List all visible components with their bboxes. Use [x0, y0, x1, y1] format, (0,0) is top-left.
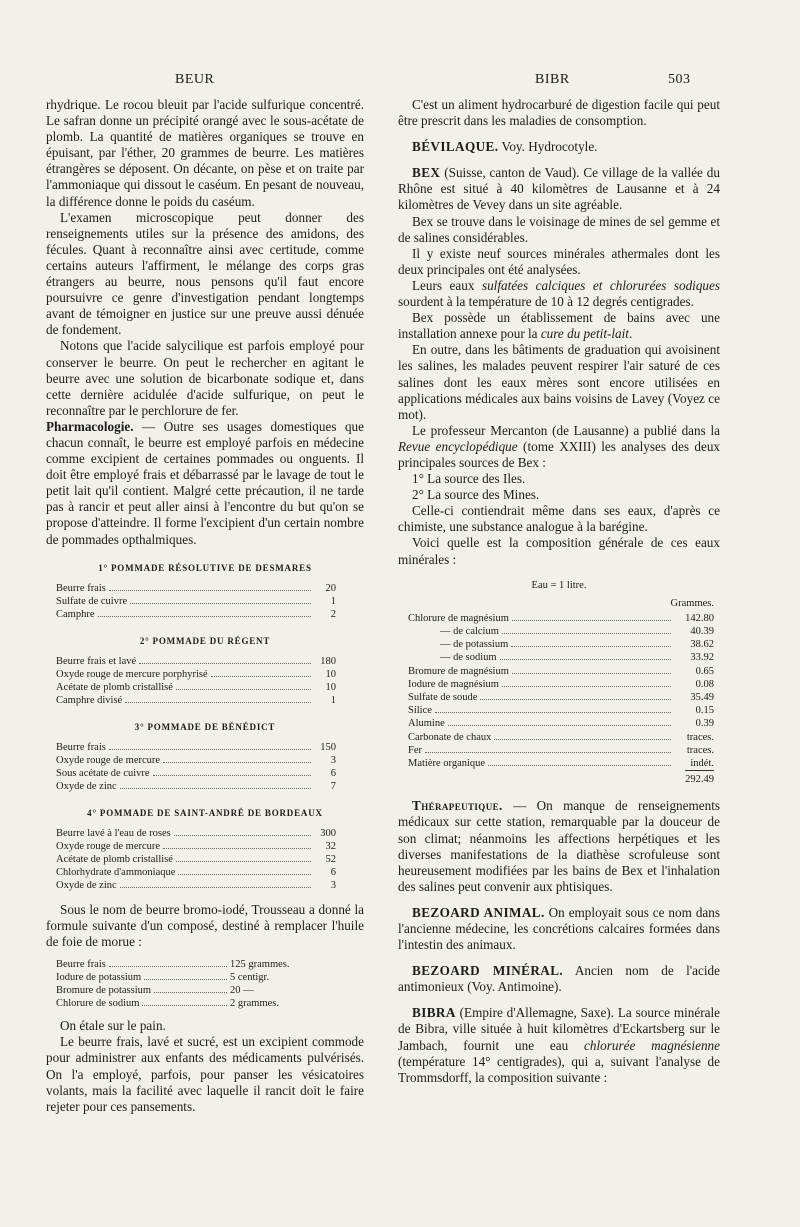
recipe-row: [56, 754, 336, 767]
paragraph: rhydrique. Le rocou bleuit par l'acide sulfurique concentré. Le safran donne un précipité orangé avec le sous-acétate de plomb. La quantité de matières organiques se trouve en épuisant, par l'éther, 20 grammes de beurre. Les matières étrangères se déposent. On décante, on pèse et on traite par l'ammoniaque qui dissout le caséum. En pesant de nouveau, la différence donne le poids du caséum.: [46, 97, 364, 209]
ingredient: Beurre frais: [56, 959, 106, 971]
paragraph: On étale sur le pain.: [60, 1018, 166, 1034]
quantity: 20 —: [230, 985, 254, 997]
recipe-title: 3° POMMADE DE BÉNÉDICT: [134, 721, 276, 732]
italic-run: sulfatées calciques et chlorurées sodiques: [481, 277, 720, 293]
unit-header: Grammes.: [670, 597, 714, 609]
quantity: 20: [325, 582, 336, 594]
quantity: 1: [330, 595, 336, 607]
paragraph: [398, 310, 720, 342]
ingredient: Beurre frais: [56, 582, 106, 594]
table-row: [408, 678, 714, 691]
text-run: Leurs eaux: [412, 277, 482, 293]
text-run: Bex possède un établissement de bains avec une installation annexe pour la: [398, 310, 720, 342]
ingredient: Camphre divisé: [56, 694, 123, 706]
section-label: Thérapeutique.: [412, 798, 503, 814]
recipe-list: [46, 582, 364, 621]
ingredient: Acétate de plomb cristallisé: [56, 854, 173, 865]
page-number: 503: [668, 72, 691, 87]
substance: Alumine: [408, 718, 445, 730]
recipe-list: [46, 741, 364, 793]
table-row: [408, 612, 714, 625]
ingredient: Chlorhydrate d'ammoniaque: [56, 867, 176, 878]
amount: 35.49: [690, 692, 714, 704]
text-run: sourdent à la température de 10 à 12 degrés centigrades.: [398, 294, 694, 310]
quantity: 3: [330, 754, 336, 766]
ingredient: Oxyde de zinc: [56, 880, 117, 891]
table-row: [408, 625, 714, 638]
ingredient: Sulfate de cuivre: [56, 595, 128, 607]
substance: Iodure de magnésium: [408, 678, 499, 690]
substance: Bromure de magnésium: [408, 665, 509, 677]
recipe-row: [56, 984, 312, 997]
substance: Sulfate de soude: [408, 692, 478, 704]
recipe-list: [46, 655, 364, 707]
ingredient: Oxyde rouge de mercure: [56, 841, 161, 852]
quantity: 10: [325, 668, 336, 680]
paragraph: Il y existe neuf sources minérales athermales dont les deux principales ont été analysées.: [398, 245, 720, 277]
entry-headword: BEX: [412, 165, 441, 181]
table-row: [408, 757, 714, 770]
quantity: 10: [325, 681, 336, 693]
recipe-title: 2° POMMADE DU RÉGENT: [139, 635, 271, 646]
substance: Chlorure de magnésium: [408, 612, 509, 624]
recipe-list: [46, 827, 364, 892]
ingredient: Bromure de potassium: [56, 985, 152, 997]
paragraph: Celle-ci contiendrait même dans ses eaux, d'après ce chimiste, une substance analogue à la barégine.: [398, 503, 720, 535]
total-value: 292.49: [685, 770, 714, 788]
paragraph: [46, 419, 364, 548]
italic-run: chlorurée magnésienne: [584, 1037, 720, 1053]
entry-headword: BEZOARD MINÉRAL.: [412, 963, 564, 979]
running-head-left: BEUR: [175, 72, 215, 87]
ingredient: Beurre frais et lavé: [56, 655, 137, 667]
quantity: 6: [330, 767, 336, 779]
substance: — de potassium: [440, 639, 509, 651]
italic-run: cure du petit-lait: [540, 326, 629, 342]
quantity: 125 grammes.: [230, 959, 290, 971]
ingredient: Beurre frais: [56, 741, 106, 753]
section-label: Pharmacologie.: [46, 418, 134, 434]
text-run: Le professeur Mercanton (de Lausanne) a publié dans la: [412, 422, 720, 438]
substance: — de sodium: [440, 652, 497, 664]
entry-therapeutique: [398, 798, 720, 895]
right-column: [398, 97, 720, 1086]
entry-text: Ancien nom de l'acide antimonieux (Voy. Antimoine).: [398, 963, 720, 995]
recipe-row: [56, 827, 336, 840]
recipe-row: [56, 608, 336, 621]
ingredient: Oxyde de zinc: [56, 780, 117, 792]
ingredient: Camphre: [56, 608, 95, 620]
recipe-row: [56, 971, 312, 984]
quantity: 52: [325, 854, 336, 865]
quantity: 2 grammes.: [230, 998, 279, 1010]
list-item: 1° La source des Iles.: [412, 471, 526, 487]
paragraph-text: — Outre ses usages domestiques que chacun connaît, le beurre est employé parfois en médecine comme excipient de certaines pommades ou onguents. Il doit être employé frais et débarrassé par le lavage de tout le petit lait qu'il contient. Malgré cette précaution, il ne tarde pas à rancir et peut aller ainsi à l'encontre du but qu'on se propose d'atteindre. Il forme l'excipient d'un certain nombre de pommades opthalmiques.: [46, 418, 364, 547]
quantity: 150: [320, 741, 336, 753]
substance: Silice: [408, 705, 432, 717]
recipe-row: [56, 767, 336, 780]
recipe-row: [56, 780, 336, 793]
quantity: 1: [330, 694, 336, 706]
entry-text: (Suisse, canton de Vaud). Ce village de la vallée du Rhône est situé à 40 kilomètres de Lausanne et à 24 kilomètres de Vevey dans un site agréable.: [398, 165, 720, 213]
entry-bex: [398, 165, 720, 213]
quantity: 7: [330, 780, 336, 792]
entry-text: Voy. Hydrocotyle.: [498, 139, 598, 155]
italic-run: Revue encyclopédique: [398, 438, 518, 454]
quantity: 2: [330, 608, 336, 620]
recipe-row: [56, 997, 312, 1010]
entry-text: (température 14° centigrades), qui a, suivant l'analyse de Trommsdorff, la composition suivante :: [398, 1053, 720, 1085]
quantity: 300: [320, 828, 336, 839]
substance: Matière organique: [408, 758, 486, 770]
recipe-row: [56, 582, 336, 595]
entry-bevilaque: [398, 139, 720, 155]
table-total: [398, 770, 720, 788]
recipe-row: [56, 853, 336, 866]
amount: 0.15: [695, 705, 714, 717]
amount: 142.80: [685, 612, 714, 624]
quantity: 3: [330, 880, 336, 891]
table-row: [408, 638, 714, 651]
table-row: [408, 731, 714, 744]
table-row: [408, 717, 714, 730]
amount: 0.08: [695, 678, 714, 690]
entry-bibra: [398, 1005, 720, 1085]
recipe-row: [56, 668, 336, 681]
ingredient: Acétate de plomb cristallisé: [56, 681, 173, 693]
table-row: [408, 665, 714, 678]
ingredient: Oxyde rouge de mercure: [56, 754, 161, 766]
recipe-row: [56, 595, 336, 608]
amount: 0.39: [695, 718, 714, 730]
paragraph: Voici quelle est la composition générale de ces eaux minérales :: [398, 535, 720, 567]
paragraph: Notons que l'acide salycilique est parfois employé pour conserver le beurre. On peut le rechercher en agitant le beurre avec une solution de bicarbonate sodique et, dans cette dernière acidulée d'acide sulfurique, on peut le reconnaître par le perchlorure de fer.: [46, 338, 364, 418]
substance: Carbonate de chaux: [408, 731, 492, 743]
amount: indét.: [690, 758, 714, 770]
amount: 0.65: [695, 665, 714, 677]
paragraph: [398, 278, 720, 310]
recipe-row: [56, 681, 336, 694]
quantity: 32: [325, 841, 336, 852]
entry-text: On employait sous ce nom dans l'ancienne médecine, les concrétions calcaires formées dans l'intestin des animaux.: [398, 904, 720, 953]
composition-table: [398, 612, 720, 770]
paragraph: Le beurre frais, lavé et sucré, est un excipient commode pour administrer aux enfants des médicaments pulvérisés. On l'a employé, parfois, pour panser les vésicatoires volants, mais la facilité avec laquelle il rancit doit le faire rejeter pour ces pansements.: [46, 1034, 364, 1114]
left-column: [46, 97, 364, 1115]
entry-headword: BÉVILAQUE.: [412, 139, 499, 155]
recipe-row: [56, 866, 336, 879]
recipe-row: [56, 655, 336, 668]
paragraph: [398, 423, 720, 471]
table-row: [408, 651, 714, 664]
recipe-title: 1° POMMADE RÉSOLUTIVE DE DESMARES: [98, 562, 312, 573]
entry-text: — On manque de renseignements médicaux sur cette station, remarquable par la douceur de son climat; néanmoins les affections herpétiques et les diverses manifestations de la diathèse scrofuleuse sont heureusement modifiées par les bains de Bex et l'inhalation des salines peut convenir aux phtisiques.: [398, 798, 720, 894]
amount: 40.39: [690, 626, 714, 638]
recipe-row: [56, 741, 336, 754]
entry-headword: BEZOARD ANIMAL.: [412, 904, 545, 920]
running-head-center: BIBR: [535, 72, 570, 87]
text-run: (tome XXIII) les analyses des deux principales sources de Bex :: [398, 438, 721, 470]
ingredient: Chlorure de sodium: [56, 998, 140, 1010]
paragraph: Bex se trouve dans le voisinage de mines de sel gemme et de salines considérables.: [398, 213, 720, 245]
recipe-list: [46, 958, 364, 1010]
paragraph: En outre, dans les bâtiments de graduation qui avoisinent les salines, les malades peuvent respirer l'air saturé de ces salines dont les eaux mères sont encore utilisées en applications médicales aux bains voisins de Lavey (Voyez ce mot).: [398, 342, 720, 422]
recipe-title: 4° POMMADE DE SAINT-ANDRÉ DE BORDEAUX: [87, 807, 323, 818]
list-item: 2° La source des Mines.: [412, 487, 540, 503]
recipe-row: [56, 879, 336, 892]
ingredient: Beurre lavé à l'eau de roses: [56, 828, 171, 839]
amount: traces.: [686, 731, 714, 743]
quantity: 6: [330, 867, 336, 878]
ingredient: Sous acétate de cuivre: [56, 767, 150, 779]
table-row: [408, 691, 714, 704]
recipe-row: [56, 694, 336, 707]
paragraph: C'est un aliment hydrocarburé de digestion facile qui peut être prescrit dans les maladies de consomption.: [398, 97, 720, 129]
paragraph: Sous le nom de beurre bromo-iodé, Trousseau a donné la formule suivante d'un composé, destiné à remplacer l'huile de foie de morue :: [46, 902, 364, 950]
entry-headword: BIBRA: [412, 1005, 456, 1021]
recipe-row: [56, 958, 312, 971]
ingredient: Oxyde rouge de mercure porphyrisé: [56, 668, 208, 680]
amount: traces.: [686, 744, 714, 756]
entry-bezoard-animal: [398, 905, 720, 953]
entry-bezoard-mineral: [398, 963, 720, 995]
text-run: .: [628, 326, 633, 342]
amount: 38.62: [690, 639, 714, 651]
amount: 33.92: [690, 652, 714, 664]
table-row: [408, 704, 714, 717]
quantity: 180: [320, 655, 336, 667]
table-caption: Eau = 1 litre.: [531, 579, 587, 591]
substance: — de calcium: [440, 626, 499, 638]
paragraph: L'examen microscopique peut donner des renseignements utiles sur la présence des amidons, des fécules. Quant à reconnaître ainsi avec certitude, comme certains auteurs l'affirment, le mélange des corps gras étrangers au beurre, nous pensons qu'il faut encore poursuivre ce genre d'investigation pendant longtemps avant de témoigner en justice sur une preuve aussi dénuée de fondement.: [46, 209, 364, 338]
table-row: [408, 744, 714, 757]
quantity: 5 centigr.: [230, 972, 270, 984]
substance: Fer: [408, 744, 422, 756]
entry-text: (Empire d'Allemagne, Saxe). La source minérale de Bibra, ville située à huit kilomètres d'Eckartsberg sur le Jambach, fournit une eau: [398, 1005, 720, 1053]
ingredient: Iodure de potassium: [56, 972, 142, 984]
recipe-row: [56, 840, 336, 853]
